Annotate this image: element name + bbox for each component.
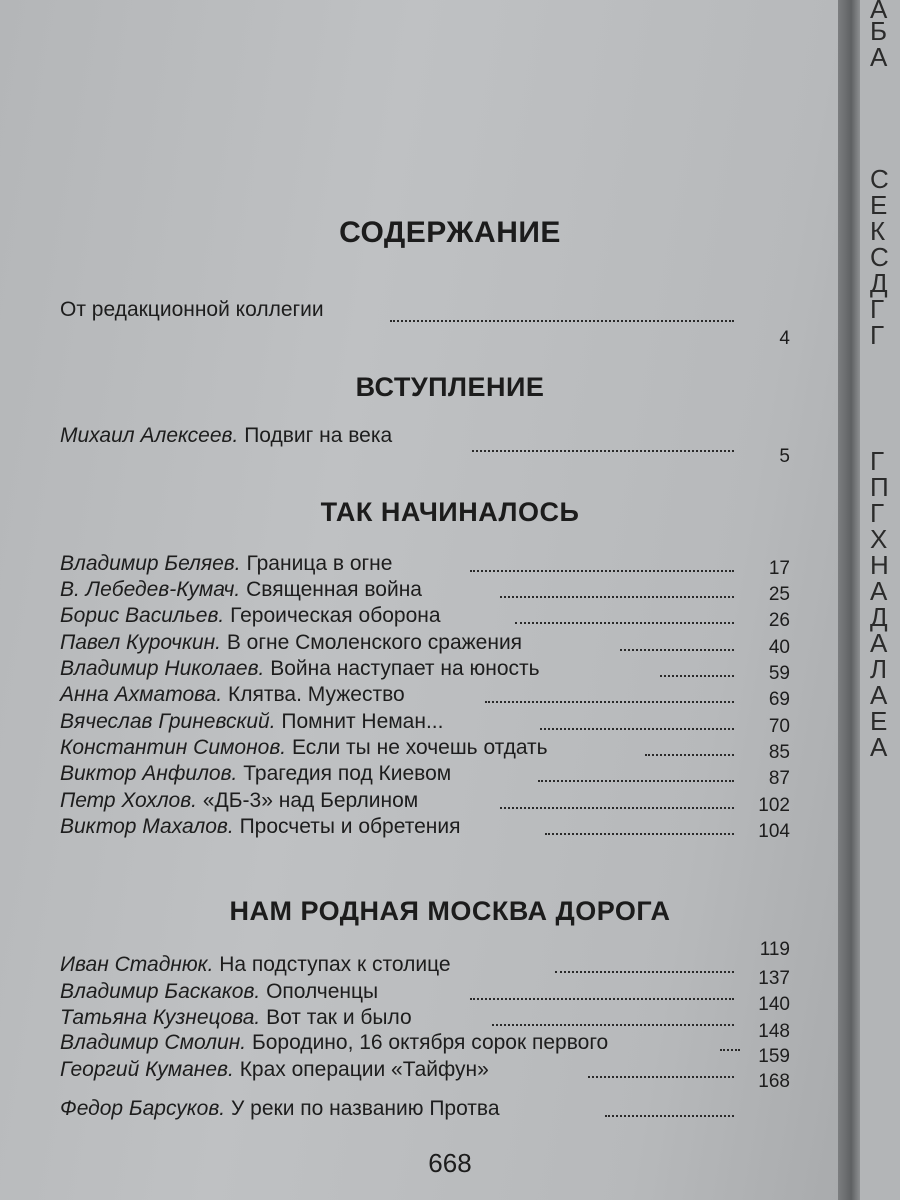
leader-dots [660,661,734,677]
leader-dots [485,687,734,703]
leader-dots [472,436,734,452]
section-title-moscow: НАМ РОДНАЯ МОСКВА ДОРОГА [229,896,671,926]
toc-entry [60,1021,790,1059]
leader-dots [605,1101,734,1117]
entry-title: Граница в огне [246,552,393,575]
leader-dots [540,714,734,730]
entry-title: Если ты не хочешь отдать [291,736,548,759]
toc-entry [60,815,790,843]
entry-title: На подступах к столице [219,953,451,976]
page-number: 148 [758,1021,790,1042]
edge-letter: Л [870,654,888,684]
entry-author: Вячеслав Гриневский. [60,710,276,733]
leader-dots [390,306,734,322]
toc-entry [60,657,790,685]
leader-dots [492,1010,734,1026]
toc-entry [60,939,790,981]
entry-author: Татьяна Кузнецова. [60,1006,261,1029]
entry-title: Героическая оборона [230,604,441,627]
edge-letter: Х [870,524,888,554]
toc-entry [60,789,790,817]
section-title-intro: ВСТУПЛЕНИЕ [355,372,545,402]
entry-author: Михаил Алексеев. [60,424,239,447]
page-number: 4 [779,328,790,349]
edge-letter: Г [870,320,885,350]
toc-entry [60,552,790,580]
toc-entry [60,1071,790,1125]
entry-title: Война наступает на юность [270,657,540,680]
page-number: 26 [768,610,790,631]
toc-entry [60,736,790,764]
edge-letter: А [870,680,888,710]
leader-dots [645,740,734,756]
page-number: 40 [768,637,790,658]
entry-author: В. Лебедев-Кумач. [60,578,241,601]
leader-dots [470,556,734,572]
toc-entry [60,968,790,1008]
entry-title: Вот так и было [266,1006,412,1029]
entry-title: У реки по названию Протва [230,1097,500,1120]
edge-letter: Г [870,498,885,528]
toc-entry-editorial [60,298,790,349]
section-title-beginning: ТАК НАЧИНАЛОСЬ [320,497,580,527]
entry-author: Борис Васильев. [60,604,225,627]
page-number: 70 [768,716,790,737]
entry-author: Петр Хохлов. [60,789,198,812]
entry-title: Просчеты и обретения [239,815,461,838]
leader-dots [470,984,734,1000]
page-number: 168 [758,1071,790,1092]
edge-letter: А [870,576,888,606]
leader-dots [500,793,734,809]
toc-entry [60,424,790,467]
entry-title: В огне Смоленского сражения [226,631,523,654]
edge-letter: А [870,0,888,24]
entry-title: Бородино, 16 октября сорок первого [251,1031,609,1054]
edge-letter: Н [870,550,889,580]
edge-letter: К [870,216,886,246]
toc-entry [60,1046,790,1086]
entry-author: Виктор Анфилов. [60,762,238,785]
leader-dots [588,1062,734,1078]
edge-letter: Е [870,190,888,220]
leader-dots [538,766,734,782]
toc-entry [60,710,790,738]
entry-author: Владимир Смолин. [60,1031,247,1054]
facing-page-edge [860,0,900,1200]
leader-dots [500,582,734,598]
toc-entry [60,631,790,659]
page-number: 85 [768,742,790,763]
page-number: 59 [768,663,790,684]
page-number: 104 [758,821,790,842]
entry-title: «ДБ-3» над Берлином [202,789,419,812]
entry-author: Виктор Махалов. [60,815,234,838]
page-number: 5 [779,446,790,467]
leader-dots [620,635,734,651]
entry-title: Подвиг на века [244,424,393,447]
edge-letter: Б [870,16,888,46]
entry-author: Павел Курочкин. [60,631,221,654]
toc-entry [60,578,790,606]
entry-author: Анна Ахматова. [60,683,223,706]
entry-title: Помнит Неман... [281,710,444,733]
edge-letter: А [870,628,888,658]
book-gutter [838,0,860,1200]
entry-author: Владимир Беляев. [60,552,241,575]
entry-author: Георгий Куманев. [60,1058,234,1081]
edge-letter: Г [870,294,885,324]
leader-dots [555,957,734,973]
leader-dots [515,608,734,624]
entry-title: Ополченцы [266,980,379,1003]
edge-letter: А [870,732,888,762]
page-number: 17 [768,558,790,579]
entry-author: Владимир Николаев. [60,657,265,680]
toc-entry [60,994,790,1034]
leader-dots [720,1035,740,1051]
page-number: 159 [758,1046,790,1067]
edge-letter: Г [870,446,885,476]
entry-title: Клятва. Мужество [228,683,405,706]
entry-author: Иван Стаднюк. [60,953,214,976]
leader-dots [545,819,734,835]
entry-author: Владимир Баскаков. [60,980,261,1003]
toc-entry [60,762,790,790]
toc-entry [60,683,790,711]
page-number: 25 [768,584,790,605]
page-folio: 668 [428,1148,472,1178]
edge-letter: А [870,42,888,72]
edge-letter: Д [870,268,888,298]
entry-author: Федор Барсуков. [60,1097,226,1120]
entry-title: От редакционной коллегии [60,298,324,321]
entry-author: Константин Симонов. [60,736,287,759]
edge-letter: Д [870,602,888,632]
page-number: 87 [768,768,790,789]
entry-title: Священная война [246,578,422,601]
page-number: 140 [758,994,790,1015]
toc-title: СОДЕРЖАНИЕ [339,216,561,249]
toc-entry [60,604,790,632]
page-number: 102 [758,795,790,816]
edge-letter: С [870,164,889,194]
edge-letter: Е [870,706,888,736]
page-number: 119 [759,939,790,960]
page-number: 69 [768,689,790,710]
entry-title: Крах операции «Тайфун» [239,1058,489,1081]
entry-title: Трагедия под Киевом [243,762,452,785]
edge-letter: С [870,242,889,272]
edge-letter: П [870,472,889,502]
page-number: 137 [758,968,790,989]
